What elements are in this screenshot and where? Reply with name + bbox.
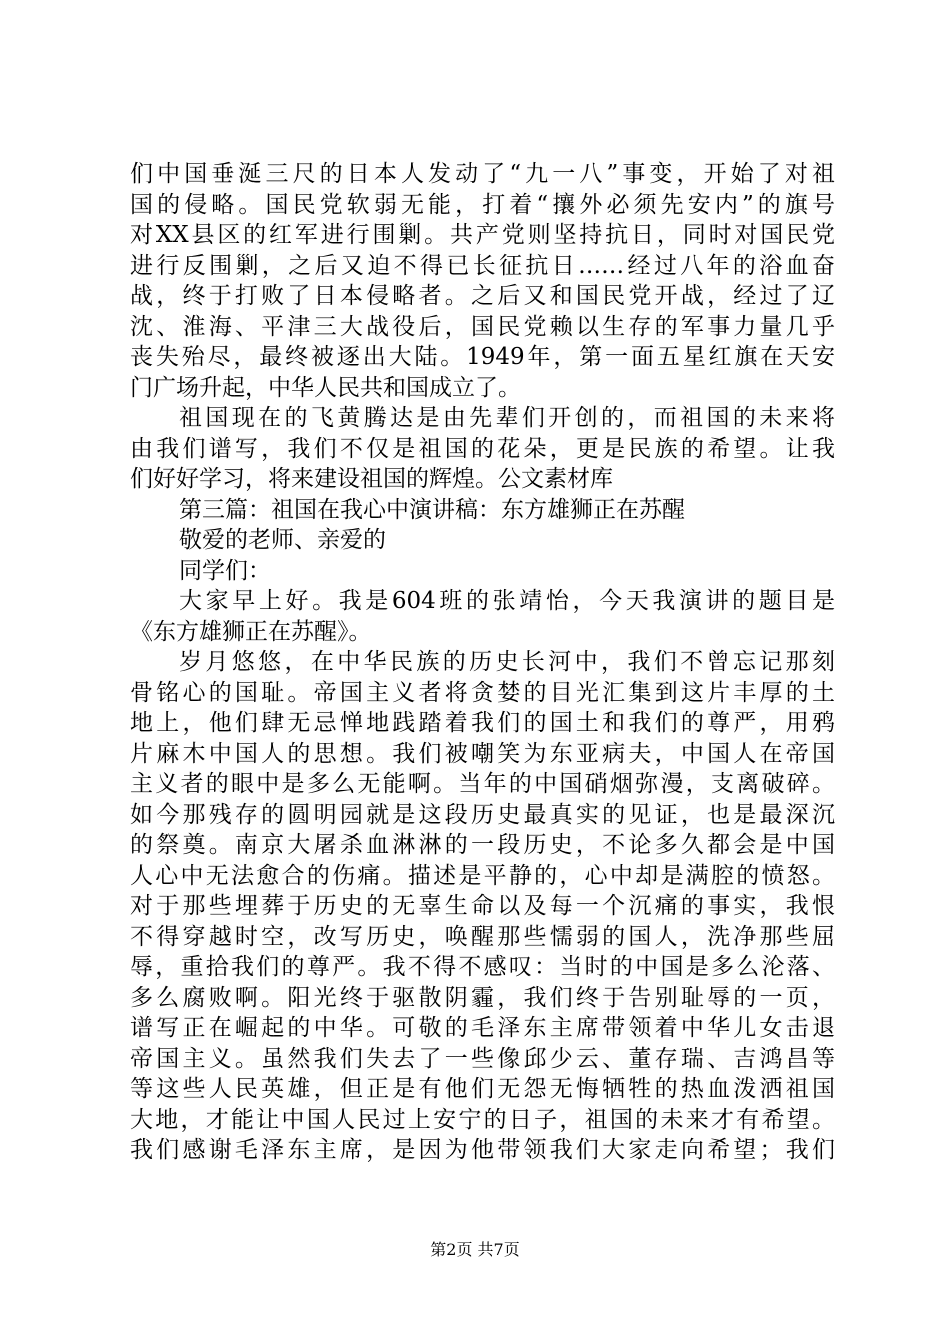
text-line: 骨铭心的国耻。帝国主义者将贪婪的目光汇集到这片丰厚的土	[130, 679, 835, 706]
text-line: 等这些人民英雄，但正是有他们无怨无悔牺牲的热血泼洒祖国	[130, 1076, 835, 1102]
text-line: 我们感谢毛泽东主席，是因为他带领我们大家走向希望；我们	[130, 1137, 835, 1163]
text-line: 如今那残存的圆明园就是这段历史最真实的见证，也是最深沉	[130, 801, 835, 828]
paragraph-first-line: 祖国现在的飞黄腾达是由先辈们开创的，而祖国的未来将	[179, 405, 835, 431]
text-line: 门广场升起，中华人民共和国成立了。	[130, 374, 521, 401]
paragraph-first-line: 大家早上好。我是604班的张靖怡，今天我演讲的题目是	[179, 588, 835, 614]
text-line: 谱写正在崛起的中华。可敬的毛泽东主席带领着中华儿女击退	[130, 1015, 835, 1041]
text-line: 进行反围剿，之后又迫不得已长征抗日……经过八年的浴血奋	[130, 252, 835, 279]
text-line: 由我们谱写，我们不仅是祖国的花朵，更是民族的希望。让我	[130, 435, 835, 462]
text-line: 沈、淮海、平津三大战役后，国民党赖以生存的军事力量几乎	[130, 313, 835, 340]
text-line: 的祭奠。南京大屠杀血淋淋的一段历史，不论多久都会是中国	[130, 832, 835, 858]
salutation: 敬爱的老师、亲爱的	[179, 527, 386, 553]
text-line: 辱，重拾我们的尊严。我不得不感叹：当时的中国是多么沦落、	[130, 954, 835, 980]
paragraph-first-line: 岁月悠悠，在中华民族的历史长河中，我们不曾忘记那刻	[179, 649, 835, 675]
text-line: 国的侵略。国民党软弱无能，打着“攘外必须先安内”的旗号	[130, 191, 835, 218]
salutation: 同学们：	[179, 557, 271, 584]
text-line: 对XX县区的红军进行围剿。共产党则坚持抗日，同时对国民党	[130, 222, 835, 248]
text-line: 大地，才能让中国人民过上安宁的日子，祖国的未来才有希望。	[130, 1106, 835, 1133]
text-line: 丧失殆尽，最终被逐出大陆。1949年，第一面五星红旗在天安	[130, 344, 835, 370]
text-line: 们中国垂涎三尺的日本人发动了“九一八”事变，开始了对祖	[130, 161, 835, 187]
text-line: 人心中无法愈合的伤痛。描述是平静的，心中却是满腔的愤怒。	[130, 862, 835, 889]
page-footer	[0, 1240, 950, 1260]
text-line: 战，终于打败了日本侵略者。之后又和国民党开战，经过了辽	[130, 283, 835, 309]
section-heading: 第三篇：祖国在我心中演讲稿：东方雄狮正在苏醒	[179, 496, 685, 523]
text-line: 对于那些埋葬于历史的无辜生命以及每一个沉痛的事实，我恨	[130, 893, 835, 919]
text-line: 地上，他们肆无忌惮地践踏着我们的国土和我们的尊严，用鸦	[130, 710, 835, 736]
text-line: 多么腐败啊。阳光终于驱散阴霾，我们终于告别耻辱的一页，	[130, 984, 835, 1011]
text-line: 不得穿越时空，改写历史，唤醒那些懦弱的国人，洗净那些屈	[130, 923, 835, 950]
text-line: 们好好学习，将来建设祖国的辉煌。公文素材库	[130, 466, 613, 492]
text-line: 片麻木中国人的思想。我们被嘲笑为东亚病夫，中国人在帝国	[130, 740, 835, 767]
document-body	[130, 159, 835, 1166]
page-number: 第2页 共7页	[430, 1240, 520, 1259]
text-line: 主义者的眼中是多么无能啊。当年的中国硝烟弥漫，支离破碎。	[130, 771, 835, 797]
text-line: 《东方雄狮正在苏醒》。	[130, 618, 372, 645]
text-line: 帝国主义。虽然我们失去了一些像邱少云、董存瑞、吉鸿昌等	[130, 1045, 835, 1072]
